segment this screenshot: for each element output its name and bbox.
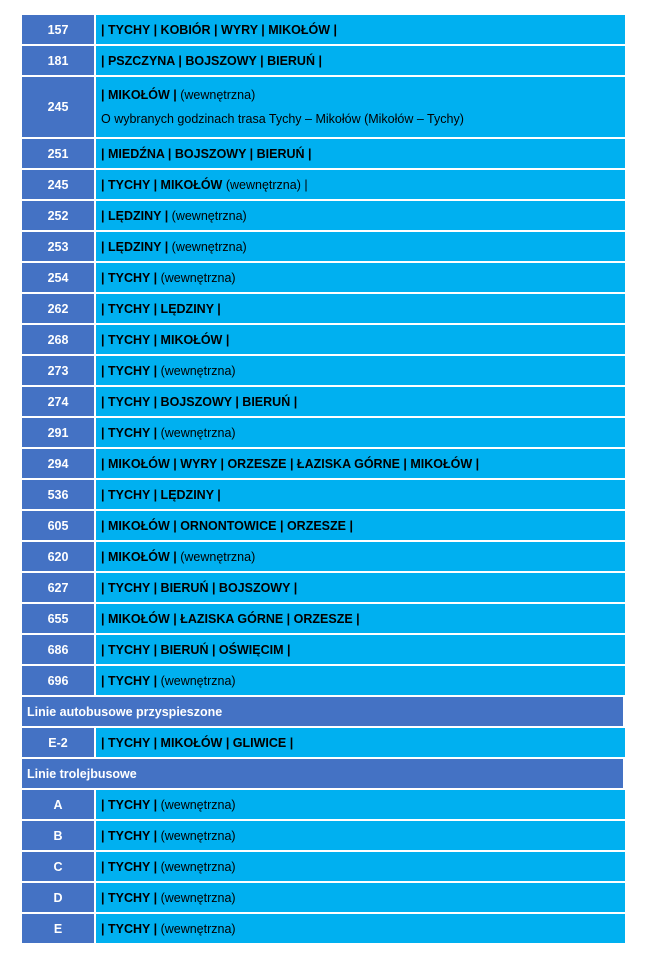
route-towns: | PSZCZYNA | BOJSZOWY | BIERUŃ | bbox=[101, 53, 322, 68]
line-number: 294 bbox=[22, 449, 94, 480]
route-cell bbox=[94, 356, 625, 387]
route-cell bbox=[94, 511, 625, 542]
line-number: E bbox=[22, 914, 94, 945]
route-towns: | MIKOŁÓW | bbox=[101, 88, 177, 102]
group-express bbox=[22, 728, 625, 759]
route-cell bbox=[94, 635, 625, 666]
table-row bbox=[22, 15, 625, 46]
route-towns: | TYCHY | LĘDZINY | bbox=[101, 487, 221, 502]
line-number: 627 bbox=[22, 573, 94, 604]
line-number: 245 bbox=[22, 77, 94, 139]
route-cell bbox=[94, 573, 625, 604]
table-row bbox=[22, 139, 625, 170]
line-number: 262 bbox=[22, 294, 94, 325]
route-towns: | TYCHY | BOJSZOWY | BIERUŃ | bbox=[101, 394, 298, 409]
table-row bbox=[22, 914, 625, 945]
route-cell bbox=[94, 728, 625, 759]
route-cell bbox=[94, 139, 625, 170]
line-number: 181 bbox=[22, 46, 94, 77]
line-number: 696 bbox=[22, 666, 94, 697]
route-note: (wewnętrzna) bbox=[157, 270, 236, 285]
line-number: 536 bbox=[22, 480, 94, 511]
line-number: 655 bbox=[22, 604, 94, 635]
group-b bbox=[22, 139, 625, 697]
line-number: 245 bbox=[22, 170, 94, 201]
line-number: D bbox=[22, 883, 94, 914]
route-cell bbox=[94, 790, 625, 821]
route-towns: | TYCHY | BIERUŃ | BOJSZOWY | bbox=[101, 580, 298, 595]
line-number: 252 bbox=[22, 201, 94, 232]
line-number: 291 bbox=[22, 418, 94, 449]
table-row bbox=[22, 46, 625, 77]
route-towns: | TYCHY | bbox=[101, 425, 158, 440]
line-number: 620 bbox=[22, 542, 94, 573]
route-cell bbox=[94, 666, 625, 697]
route-note: (wewnętrzna) bbox=[157, 797, 236, 812]
route-towns: | TYCHY | LĘDZINY | bbox=[101, 301, 221, 316]
route-cell bbox=[94, 387, 625, 418]
route-towns: | TYCHY | MIKOŁÓW bbox=[101, 177, 226, 192]
bus-lines-table bbox=[22, 15, 625, 945]
route-cell bbox=[94, 418, 625, 449]
line-number: 157 bbox=[22, 15, 94, 46]
line-number: 686 bbox=[22, 635, 94, 666]
line-number: 253 bbox=[22, 232, 94, 263]
route-towns: | TYCHY | bbox=[101, 673, 158, 688]
route-towns: | TYCHY | bbox=[101, 859, 158, 874]
group-trolley bbox=[22, 790, 625, 945]
table-row bbox=[22, 449, 625, 480]
line-number: B bbox=[22, 821, 94, 852]
route-cell bbox=[94, 604, 625, 635]
table-row bbox=[22, 511, 625, 542]
table-row bbox=[22, 263, 625, 294]
table-row bbox=[22, 480, 625, 511]
route-cell bbox=[94, 852, 625, 883]
route-note: (wewnętrzna) bbox=[168, 239, 247, 254]
route-note: (wewnętrzna) bbox=[157, 890, 236, 905]
route-cell bbox=[94, 883, 625, 914]
route-towns: | TYCHY | bbox=[101, 890, 158, 905]
route-note: (wewnętrzna) bbox=[157, 425, 236, 440]
table-row bbox=[22, 728, 625, 759]
line-number: 251 bbox=[22, 139, 94, 170]
route-towns: | TYCHY | bbox=[101, 270, 158, 285]
route-cell bbox=[94, 294, 625, 325]
table-row bbox=[22, 356, 625, 387]
route-cell bbox=[94, 46, 625, 77]
line-number: 274 bbox=[22, 387, 94, 418]
route-towns: | TYCHY | MIKOŁÓW | GLIWICE | bbox=[101, 735, 294, 750]
route-towns: | TYCHY | bbox=[101, 363, 158, 378]
route-towns: | LĘDZINY | bbox=[101, 239, 169, 254]
table-row bbox=[22, 790, 625, 821]
table-row bbox=[22, 883, 625, 914]
route-cell bbox=[94, 821, 625, 852]
route-note: (wewnętrzna) bbox=[157, 921, 236, 936]
route-note: (wewnętrzna) bbox=[157, 828, 236, 843]
table-row bbox=[22, 542, 625, 573]
table-row bbox=[22, 821, 625, 852]
route-towns: | TYCHY | bbox=[101, 797, 158, 812]
line-number: 273 bbox=[22, 356, 94, 387]
table-row bbox=[22, 77, 625, 139]
route-towns: | MIKOŁÓW | bbox=[101, 549, 177, 564]
line-number: E-2 bbox=[22, 728, 94, 759]
line-number: A bbox=[22, 790, 94, 821]
line-number: C bbox=[22, 852, 94, 883]
table-row bbox=[22, 325, 625, 356]
line-number: 268 bbox=[22, 325, 94, 356]
route-note: (wewnętrzna) bbox=[176, 88, 256, 102]
route-cell bbox=[94, 914, 625, 945]
route-cell bbox=[94, 449, 625, 480]
table-row bbox=[22, 418, 625, 449]
table-row bbox=[22, 604, 625, 635]
route-cell bbox=[94, 15, 625, 46]
route-cell bbox=[94, 480, 625, 511]
route-towns: | MIKOŁÓW | WYRY | ORZESZE | ŁAZISKA GÓRNE | MIKOŁÓW | bbox=[101, 456, 480, 471]
route-note: (wewnętrzna) bbox=[168, 208, 247, 223]
table-row bbox=[22, 201, 625, 232]
route-note: (wewnętrzna) bbox=[157, 363, 236, 378]
section-header-trolley: Linie trolejbusowe bbox=[22, 759, 623, 790]
table-row bbox=[22, 294, 625, 325]
line-number: 254 bbox=[22, 263, 94, 294]
route-towns: | LĘDZINY | bbox=[101, 208, 169, 223]
route-cell bbox=[94, 542, 625, 573]
route-towns: | MIEDŹNA | BOJSZOWY | BIERUŃ | bbox=[101, 146, 312, 161]
route-note: (wewnętrzna) | bbox=[225, 177, 308, 192]
route-cell bbox=[94, 201, 625, 232]
route-extra-info: O wybranych godzinach trasa Tychy – Mikołów (Mikołów – Tychy) bbox=[101, 112, 464, 126]
route-towns: | TYCHY | MIKOŁÓW | bbox=[101, 332, 230, 347]
route-note: (wewnętrzna) bbox=[176, 549, 256, 564]
table-row bbox=[22, 635, 625, 666]
route-towns: | TYCHY | KOBIÓR | WYRY | MIKOŁÓW | bbox=[101, 22, 338, 37]
table-row bbox=[22, 573, 625, 604]
table-row bbox=[22, 170, 625, 201]
table-row bbox=[22, 666, 625, 697]
route-cell bbox=[94, 170, 625, 201]
table-row bbox=[22, 387, 625, 418]
group-a bbox=[22, 15, 625, 77]
route-cell bbox=[94, 77, 625, 139]
route-towns: | TYCHY | bbox=[101, 828, 158, 843]
table-row bbox=[22, 852, 625, 883]
route-cell bbox=[94, 232, 625, 263]
route-towns: | TYCHY | bbox=[101, 921, 158, 936]
route-note: (wewnętrzna) bbox=[157, 859, 236, 874]
route-towns: | MIKOŁÓW | ORNONTOWICE | ORZESZE | bbox=[101, 518, 353, 533]
route-towns: | MIKOŁÓW | ŁAZISKA GÓRNE | ORZESZE | bbox=[101, 611, 360, 626]
line-number: 605 bbox=[22, 511, 94, 542]
section-header-express: Linie autobusowe przyspieszone bbox=[22, 697, 623, 728]
route-towns: | TYCHY | BIERUŃ | OŚWIĘCIM | bbox=[101, 642, 291, 657]
route-cell bbox=[94, 263, 625, 294]
table-row bbox=[22, 232, 625, 263]
route-note: (wewnętrzna) bbox=[157, 673, 236, 688]
route-cell bbox=[94, 325, 625, 356]
